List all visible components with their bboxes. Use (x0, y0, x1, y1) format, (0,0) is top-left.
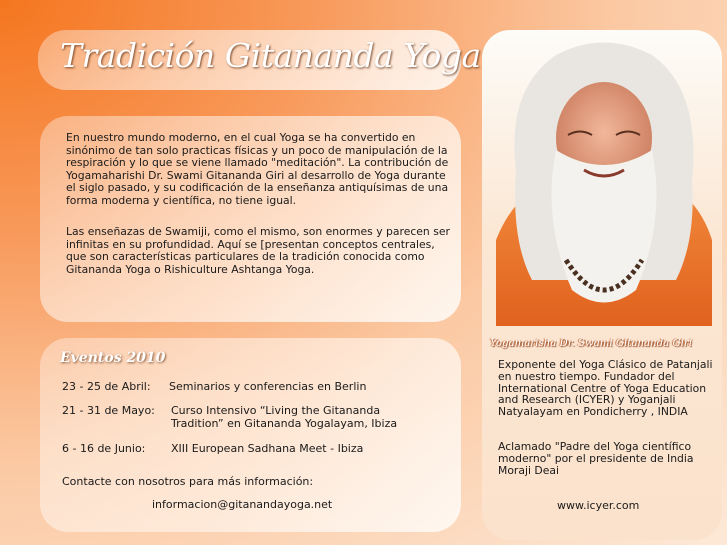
intro-panel (40, 116, 461, 322)
event-description-line: Curso Intensivo “Living the Gitananda (171, 404, 381, 417)
contact-email-link[interactable]: informacion@gitanandayoga.net (152, 498, 333, 511)
event-description: Seminarios y conferencias en Berlin (169, 380, 367, 393)
contact-text: Contacte con nosotros para más información: (62, 475, 314, 488)
event-date: 23 - 25 de Abril: (62, 380, 151, 393)
portrait-image (496, 30, 712, 326)
website-link[interactable]: www.icyer.com (557, 499, 640, 512)
event-description: XIII European Sadhana Meet - Ibiza (171, 442, 364, 455)
intro-paragraph-2: Las enseñazas de Swamiji, como el mismo, son enormes y parecen ser infinitas en su profundidad. Aquí se [presentan conceptos centrales, que son características particulares de la tradición conocida como Gitananda Yoga o Rishiculture Ashtanga Yoga. (66, 225, 450, 276)
event-item (62, 381, 366, 394)
intro-paragraph-1: En nuestro mundo moderno, en el cual Yoga se ha convertido en sinónimo de tan solo practicas físicas y un poco de manipulación de la respiración y lo que se viene llamado "meditación". La contribución de Yogamaharishi Dr. Swami Gitananda Giri al desarrollo de Yoga durante el siglo pasado, y su codificación de la enseñanza antiquísimas de una forma moderna y científica, no tiene igual. (66, 131, 449, 207)
bio-paragraph-1: Exponente del Yoga Clásico de Patanjali en nuestro tiempo. Fundador del International Centre of Yoga Education and Research (ICYER) y Yoganjali Natyalayam en Pondicherry , INDIA (498, 358, 713, 419)
event-description-line: Tradition” en Gitananda Yogalayam, Ibiza (171, 416, 398, 430)
bio-paragraph-2: Aclamado "Padre del Yoga científico moderno" por el presidente de India Moraji Deai (498, 440, 694, 477)
event-item (62, 443, 363, 456)
event-description (171, 405, 397, 430)
event-date: 21 - 31 de Mayo: (62, 404, 155, 417)
event-date: 6 - 16 de Junio: (62, 442, 146, 455)
title-banner (38, 30, 481, 90)
swami-portrait (496, 30, 712, 326)
page-title: Tradición Gitananda Yoga (60, 36, 481, 75)
events-panel (40, 338, 461, 532)
event-item (62, 405, 397, 430)
portrait-caption: Yogamarisha Dr. Swami Gitananda Giri (490, 338, 692, 349)
events-title: Eventos 2010 (60, 350, 166, 366)
